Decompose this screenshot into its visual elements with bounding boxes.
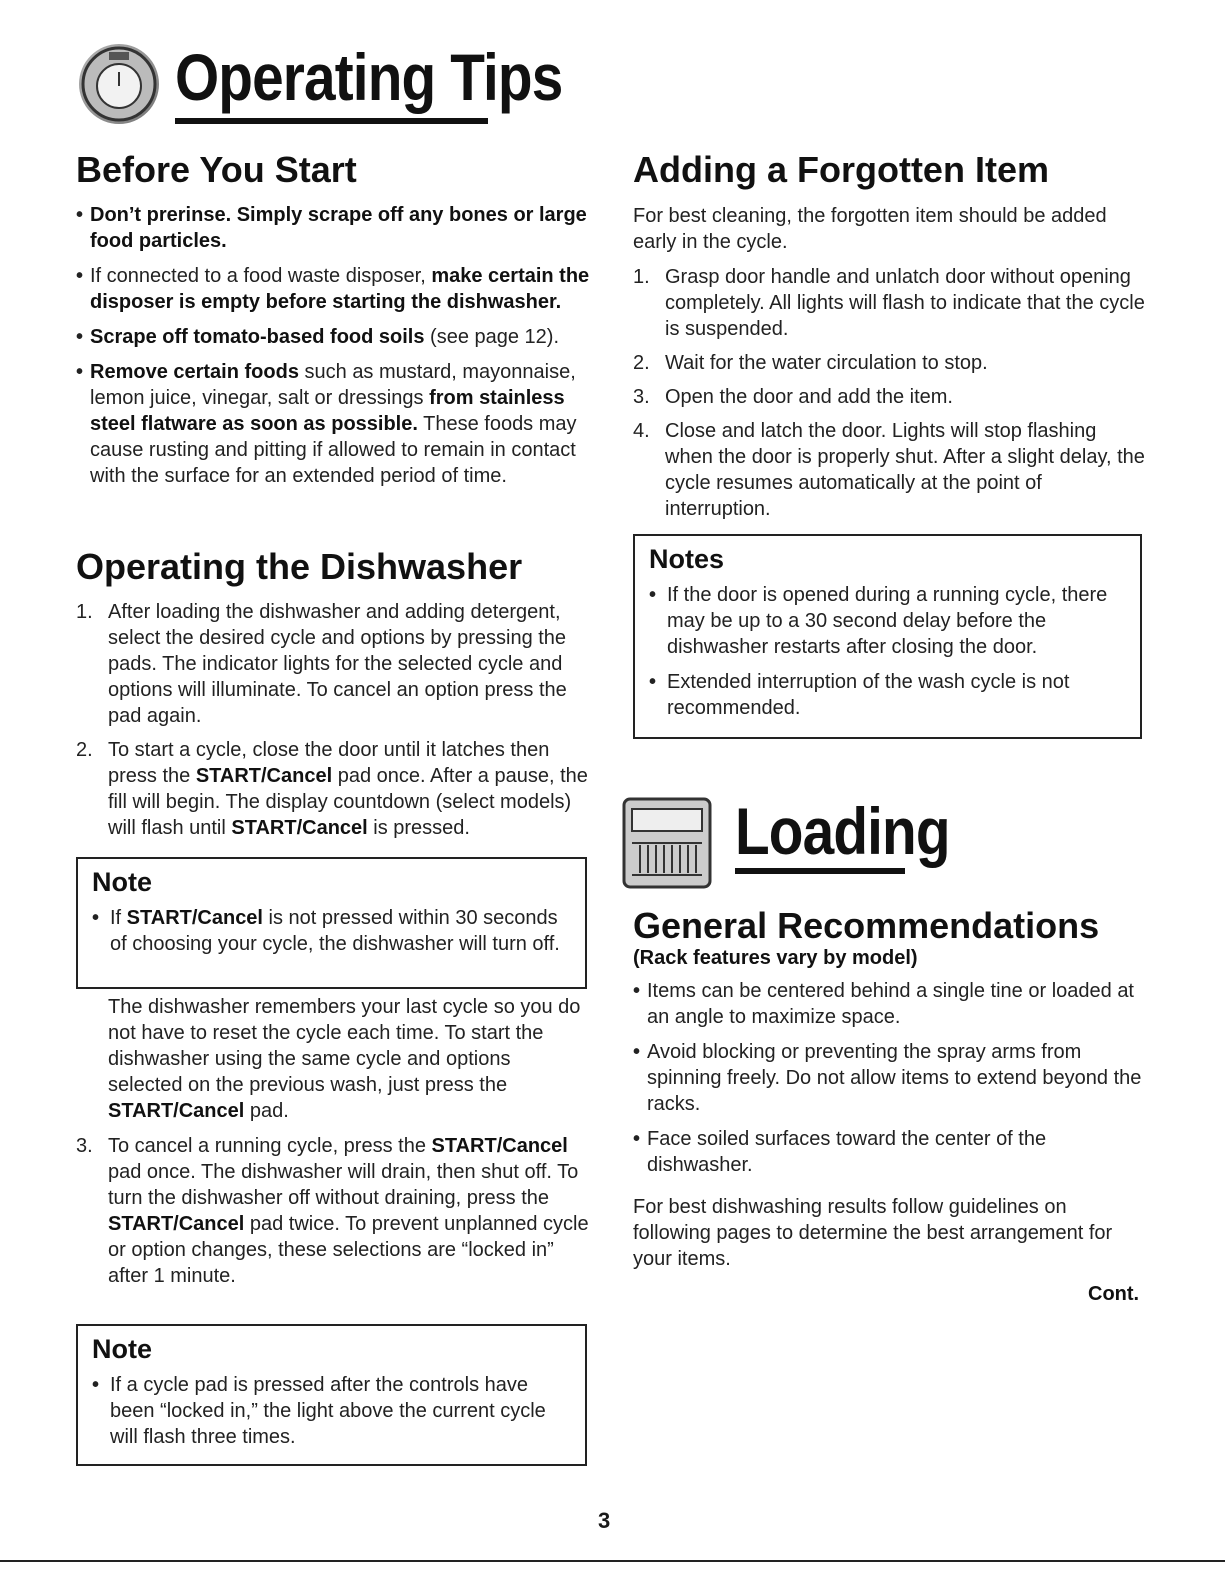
forgotten-item-heading: Adding a Forgotten Item (633, 149, 1049, 190)
list-item: 1. After loading the dishwasher and adding detergent, select the desired cycle and options by pressing the pads. The indicator lights for the selected cycle and options will illuminate. To cancel an option press the pad again. (76, 601, 567, 727)
dishwasher-rack-graphic (622, 797, 712, 889)
general-recommendations-heading: General Recommendations (633, 905, 1100, 946)
list-item: 2. To start a cycle, close the door until it latches then press the START/Cancel pad once. After a pause, the fill will begin. The display countdown (select models) will flash until START/Cancel is pressed. (76, 739, 588, 839)
operating-dishwasher-heading: Operating the Dishwasher (76, 546, 523, 587)
clock-dial-icon (79, 44, 159, 124)
general-recommendations-list (633, 978, 1143, 1187)
list-item: 2. Wait for the water circulation to stop. (633, 352, 988, 374)
operating-tips-rule (175, 118, 488, 124)
loading-rule (735, 868, 905, 874)
list-item: • If the door is opened during a running cycle, there may be up to a 30 second delay before the dishwasher restarts after closing the door. (649, 582, 1126, 660)
list-item: • Avoid blocking or preventing the spray arms from spinning freely. Do not allow items to extend beyond the racks. (633, 1039, 1143, 1117)
operating-step-3 (76, 1133, 591, 1297)
list-item: 1. Grasp door handle and unlatch door without opening completely. All lights will flash to indicate that the cycle is suspended. (633, 266, 1145, 340)
operating-steps-1-2 (76, 599, 591, 849)
page-number: 3 (598, 1508, 611, 1533)
list-item: 4. Close and latch the door. Lights will stop flashing when the door is properly shut. After a slight delay, the cycle resumes automatically at the point of interruption. (633, 420, 1145, 520)
note-title: Note (92, 867, 152, 897)
notes-box-forgotten-item (633, 534, 1142, 739)
note-box-start-cancel (76, 857, 587, 989)
forgotten-item-steps (633, 264, 1148, 530)
before-you-start-list (76, 202, 591, 498)
list-item: 3. Open the door and add the item. (633, 386, 953, 408)
forgotten-item-intro: For best cleaning, the forgotten item should be added early in the cycle. (633, 205, 1107, 253)
notes-title: Notes (649, 544, 725, 574)
list-item: • If a cycle pad is pressed after the controls have been “locked in,” the light above the current cycle will flash three times. (92, 1372, 571, 1450)
general-recommendations-subheading: (Rack features vary by model) (633, 947, 918, 969)
note-title: Note (92, 1334, 152, 1364)
general-recommendations-closing: For best dishwashing results follow guidelines on following pages to determine the best arrangement for your items. (633, 1196, 1113, 1270)
remember-paragraph: The dishwasher remembers your last cycle so you do not have to reset the cycle each time. To start the dishwasher using the same cycle and options selected on the previous wash, just press the START/Cancel pad. (108, 996, 581, 1122)
operating-tips-title: Operating Tips (175, 40, 563, 114)
dishwasher-rack-icon (622, 797, 712, 889)
list-item: • Face soiled surfaces toward the center of the dishwasher. (633, 1126, 1143, 1178)
list-item: • Don’t prerinse. Simply scrape off any bones or large food particles. (76, 202, 591, 254)
list-item: • Items can be centered behind a single tine or loaded at an angle to maximize space. (633, 978, 1143, 1030)
list-item: 3. To cancel a running cycle, press the START/Cancel pad once. The dishwasher will drain, then shut off. To turn the dishwasher off without draining, press the START/Cancel pad twice. To prevent unplanned cycle or option changes, these selections are “locked in” after 1 minute. (76, 1135, 589, 1287)
note-box-locked-in (76, 1324, 587, 1466)
clock-dial-graphic (79, 44, 159, 124)
list-item: • If connected to a food waste disposer, make certain the disposer is empty before starting the dishwasher. (76, 263, 591, 315)
list-item: • Scrape off tomato-based food soils (see page 12). (76, 324, 591, 350)
loading-title: Loading (735, 794, 950, 868)
list-item: • Remove certain foods such as mustard, mayonnaise, lemon juice, vinegar, salt or dressings from stainless steel flatware as soon as possible. These foods may cause rusting and pitting if allowed to remain in contact with the surface for an extended period of time. (76, 359, 591, 489)
before-you-start-heading: Before You Start (76, 149, 357, 190)
list-item: • If START/Cancel is not pressed within 30 seconds of choosing your cycle, the dishwasher will turn off. (92, 905, 571, 957)
list-item: • Extended interruption of the wash cycle is not recommended. (649, 669, 1126, 721)
continued-label: Cont. (1088, 1283, 1140, 1305)
page-bottom-rule (0, 1560, 1225, 1562)
